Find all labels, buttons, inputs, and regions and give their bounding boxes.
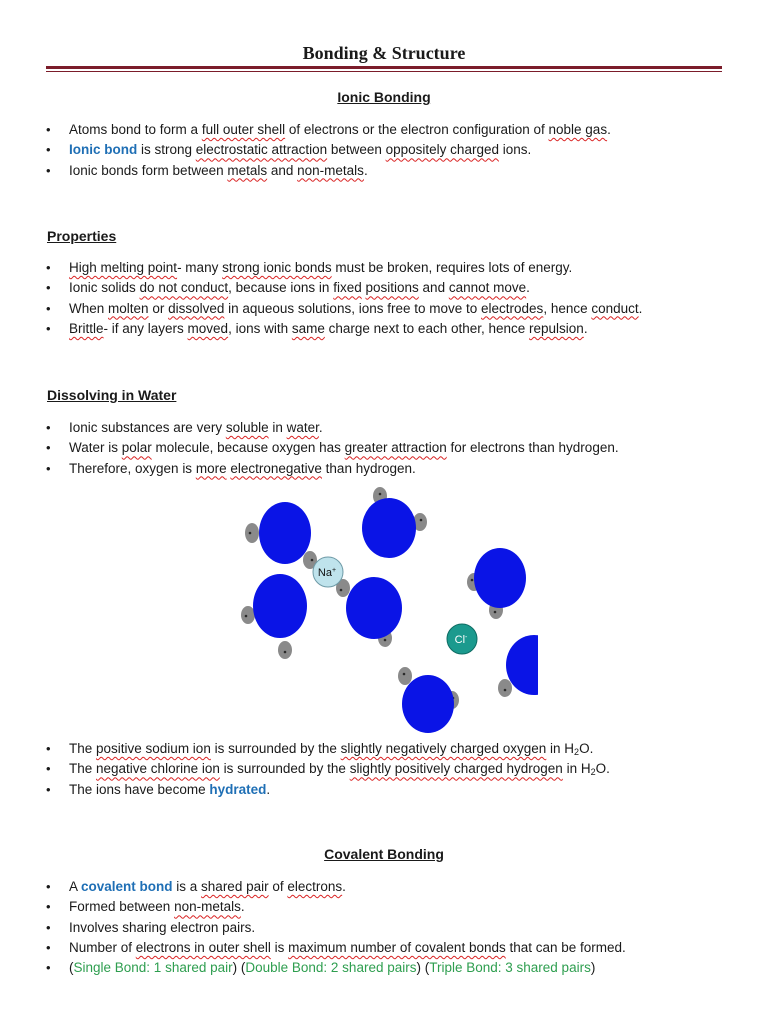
- chloride-ion: [447, 624, 477, 654]
- list-item: • The ions have become hydrated.: [46, 780, 736, 800]
- list-item: • Ionic bond is strong electrostatic attraction between oppositely charged ions.: [46, 140, 736, 160]
- list-item: • Brittle- if any layers moved, ions with same charge next to each other, hence repulsion.: [46, 319, 736, 339]
- sodium-ion: [313, 557, 343, 587]
- list-item: • Atoms bond to form a full outer shell of electrons or the electron configuration of noble gas.: [46, 120, 736, 140]
- document-title: Bonding & Structure: [302, 43, 466, 63]
- dissolving-list: [46, 418, 736, 479]
- title-rule-thin: [46, 71, 722, 72]
- hydration-list: [46, 739, 736, 800]
- list-item: • The negative chlorine ion is surrounded by the slightly positively charged hydrogen in $H_2O$.: [46, 759, 736, 779]
- ionic-bonding-list: [46, 120, 736, 181]
- water-molecule: [336, 577, 402, 647]
- water-molecule: [467, 548, 526, 619]
- list-item: • Therefore, oxygen is more electronegative than hydrogen.: [46, 459, 736, 479]
- svg-text:Na+: Na+: [317, 567, 337, 579]
- properties-list: [46, 258, 736, 339]
- svg-text:Cl-: Cl-: [454, 634, 468, 646]
- water-molecule: [245, 502, 317, 569]
- heading-dissolving-in-water: Dissolving in Water: [47, 387, 177, 403]
- water-molecule: [498, 635, 538, 697]
- list-item: • Ionic solids do not conduct, because ions in fixed positions and cannot move.: [46, 278, 736, 298]
- list-item: • Formed between non-metals.: [46, 897, 736, 917]
- water-molecule: [241, 574, 307, 659]
- list-item: • Number of electrons in outer shell is maximum number of covalent bonds that can be formed.: [46, 938, 736, 958]
- heading-ionic-bonding: Ionic Bonding: [337, 89, 431, 105]
- heading-properties: Properties: [47, 228, 117, 244]
- list-item: • A covalent bond is a shared pair of electrons.: [46, 877, 736, 897]
- list-item: • Ionic bonds form between metals and non-metals.: [46, 161, 736, 181]
- list-item: • High melting point- many strong ionic bonds must be broken, requires lots of energy.: [46, 258, 736, 278]
- covalent-bonding-list: [46, 877, 736, 978]
- hydrated-ions-diagram: [238, 484, 538, 736]
- list-item: • The positive sodium ion is surrounded by the slightly negatively charged oxygen in $H_2O$.: [46, 739, 736, 759]
- list-item: • Involves sharing electron pairs.: [46, 918, 736, 938]
- list-item: • When molten or dissolved in aqueous solutions, ions free to move to electrodes, hence conduct.: [46, 299, 736, 319]
- list-item: • (Single Bond: 1 shared pair) (Double Bond: 2 shared pairs) (Triple Bond: 3 shared pairs): [46, 958, 736, 978]
- list-item: • Water is polar molecule, because oxygen has greater attraction for electrons than hydrogen.: [46, 438, 736, 458]
- water-molecule: [362, 487, 427, 558]
- heading-covalent-bonding: Covalent Bonding: [324, 846, 444, 862]
- water-molecule: [398, 667, 459, 733]
- title-rule-thick: [46, 66, 722, 69]
- list-item: • Ionic substances are very soluble in water.: [46, 418, 736, 438]
